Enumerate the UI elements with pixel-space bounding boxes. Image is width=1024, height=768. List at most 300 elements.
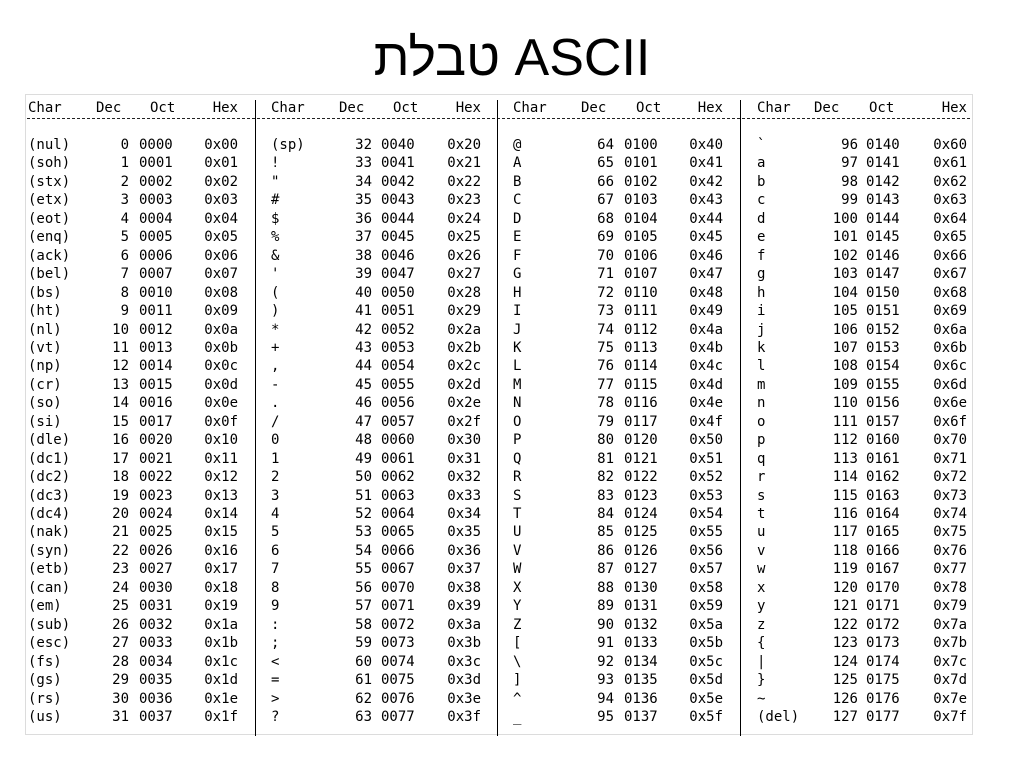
cell-dec: 76 (597, 358, 614, 375)
cell-hex: 0x19 (204, 598, 238, 615)
cell-oct: 0023 (139, 487, 173, 504)
cell-hex: 0x2d (447, 376, 481, 393)
cell-char: @ (513, 137, 522, 153)
cell-hex: 0x29 (447, 303, 481, 320)
cell-hex: 0x3d (447, 672, 481, 689)
cell-oct: 0013 (139, 339, 173, 356)
cell-dec: 83 (597, 487, 614, 504)
cell-hex: 0x4e (689, 395, 723, 412)
cell-dec: 115 (832, 487, 858, 504)
cell-dec: 39 (355, 266, 372, 283)
cell-oct: 0051 (381, 303, 415, 320)
cell-dec: 69 (597, 229, 614, 246)
cell-oct: 0060 (381, 432, 415, 449)
cell-oct: 0006 (139, 247, 173, 264)
cell-char: c (757, 192, 766, 209)
cell-hex: 0x79 (933, 598, 967, 615)
cell-dec: 91 (597, 635, 614, 652)
cell-oct: 0152 (866, 321, 900, 338)
cell-hex: 0x6c (933, 358, 967, 375)
cell-dec: 107 (832, 339, 858, 356)
cell-hex: 0x18 (204, 579, 238, 596)
column-separator (255, 100, 256, 736)
cell-char: ; (271, 635, 280, 652)
cell-oct: 0120 (624, 432, 658, 449)
cell-hex: 0x0b (204, 339, 238, 356)
cell-oct: 0126 (624, 542, 658, 559)
cell-dec: 43 (355, 339, 372, 356)
cell-hex: 0x57 (689, 561, 723, 578)
cell-char: (si) (28, 413, 62, 430)
header-hex: Hex (697, 100, 723, 116)
cell-hex: 0x38 (447, 579, 481, 596)
cell-char: / (271, 413, 280, 430)
cell-hex: 0x6b (933, 339, 967, 356)
cell-dec: 110 (832, 395, 858, 412)
cell-hex: 0x23 (447, 192, 481, 209)
cell-char: (del) (757, 708, 800, 725)
cell-char: (sub) (28, 616, 71, 633)
cell-dec: 101 (832, 229, 858, 246)
cell-oct: 0171 (866, 598, 900, 615)
cell-dec: 75 (597, 339, 614, 356)
cell-hex: 0x4a (689, 321, 723, 338)
cell-oct: 0121 (624, 450, 658, 467)
cell-dec: 4 (120, 210, 129, 227)
cell-hex: 0x33 (447, 487, 481, 504)
cell-oct: 0146 (866, 247, 900, 264)
cell-oct: 0021 (139, 450, 173, 467)
cell-char: ( (271, 284, 280, 301)
cell-oct: 0073 (381, 635, 415, 652)
cell-dec: 93 (597, 672, 614, 689)
cell-hex: 0x32 (447, 469, 481, 486)
cell-hex: 0x15 (204, 524, 238, 541)
header-hex: Hex (941, 100, 967, 116)
cell-oct: 0066 (381, 542, 415, 559)
cell-char: A (513, 155, 522, 172)
cell-hex: 0x44 (689, 210, 723, 227)
cell-hex: 0x3f (447, 708, 481, 725)
cell-oct: 0162 (866, 469, 900, 486)
cell-char: (dc4) (28, 506, 71, 522)
cell-char: X (513, 579, 522, 596)
cell-char: F (513, 247, 522, 264)
cell-char: (dc2) (28, 469, 71, 486)
cell-hex: 0x39 (447, 598, 481, 615)
cell-hex: 0x01 (204, 155, 238, 172)
cell-char: & (271, 247, 280, 264)
cell-hex: 0x47 (689, 266, 723, 283)
cell-oct: 0025 (139, 524, 173, 541)
cell-oct: 0123 (624, 487, 658, 504)
cell-oct: 0030 (139, 579, 173, 596)
cell-hex: 0x1a (204, 616, 238, 633)
cell-hex: 0x40 (689, 137, 723, 153)
cell-oct: 0044 (381, 210, 415, 227)
cell-oct: 0174 (866, 653, 900, 670)
cell-dec: 32 (355, 137, 372, 153)
cell-char: O (513, 413, 522, 430)
cell-char: 4 (271, 506, 280, 522)
cell-dec: 95 (597, 708, 614, 725)
slide-title: טבלת ASCII (373, 29, 651, 87)
cell-dec: 41 (355, 303, 372, 320)
cell-hex: 0x1d (204, 672, 238, 689)
cell-char: (nul) (28, 137, 71, 153)
cell-dec: 34 (355, 173, 372, 190)
cell-hex: 0x13 (204, 487, 238, 504)
cell-dec: 72 (597, 284, 614, 301)
cell-oct: 0135 (624, 672, 658, 689)
cell-oct: 0005 (139, 229, 173, 246)
cell-oct: 0050 (381, 284, 415, 301)
cell-hex: 0x53 (689, 487, 723, 504)
cell-char: G (513, 266, 522, 283)
cell-char: (dc1) (28, 450, 71, 467)
cell-oct: 0065 (381, 524, 415, 541)
cell-hex: 0x63 (933, 192, 967, 209)
cell-dec: 106 (832, 321, 858, 338)
cell-hex: 0x67 (933, 266, 967, 283)
cell-hex: 0x5b (689, 635, 723, 652)
cell-char: | (757, 653, 766, 670)
cell-oct: 0042 (381, 173, 415, 190)
cell-hex: 0x7e (933, 690, 967, 707)
cell-dec: 63 (355, 708, 372, 725)
cell-oct: 0046 (381, 247, 415, 264)
cell-char: + (271, 339, 280, 356)
cell-oct: 0133 (624, 635, 658, 652)
cell-char: o (757, 413, 766, 430)
cell-dec: 18 (112, 469, 129, 486)
cell-hex: 0x5d (689, 672, 723, 689)
cell-dec: 22 (112, 542, 129, 559)
cell-char: 1 (271, 450, 280, 467)
cell-hex: 0x34 (447, 506, 481, 522)
cell-oct: 0001 (139, 155, 173, 172)
cell-dec: 1 (120, 155, 129, 172)
cell-oct: 0014 (139, 358, 173, 375)
cell-hex: 0x10 (204, 432, 238, 449)
cell-oct: 0067 (381, 561, 415, 578)
cell-hex: 0x09 (204, 303, 238, 320)
cell-char: u (757, 524, 766, 541)
cell-dec: 124 (832, 653, 858, 670)
header-hex: Hex (212, 100, 238, 116)
cell-char: (eot) (28, 210, 71, 227)
cell-hex: 0x71 (933, 450, 967, 467)
cell-oct: 0110 (624, 284, 658, 301)
cell-char: 5 (271, 524, 280, 541)
cell-dec: 94 (597, 690, 614, 707)
cell-hex: 0x55 (689, 524, 723, 541)
cell-hex: 0x56 (689, 542, 723, 559)
cell-char: 6 (271, 542, 280, 559)
column-separator (497, 100, 498, 736)
header-hex: Hex (455, 100, 481, 116)
cell-hex: 0x74 (933, 506, 967, 522)
cell-char: T (513, 506, 522, 522)
cell-dec: 79 (597, 413, 614, 430)
cell-oct: 0117 (624, 413, 658, 430)
header-dec: Dec (581, 100, 607, 116)
cell-char: \ (513, 653, 522, 670)
cell-char: " (271, 173, 280, 190)
cell-dec: 47 (355, 413, 372, 430)
cell-char: v (757, 542, 766, 559)
cell-hex: 0x69 (933, 303, 967, 320)
cell-oct: 0166 (866, 542, 900, 559)
cell-oct: 0131 (624, 598, 658, 615)
cell-char: n (757, 395, 766, 412)
cell-char: (ht) (28, 303, 62, 320)
cell-dec: 82 (597, 469, 614, 486)
cell-char: % (271, 229, 280, 246)
cell-hex: 0x02 (204, 173, 238, 190)
cell-oct: 0100 (624, 137, 658, 153)
cell-hex: 0x3b (447, 635, 481, 652)
cell-char: (nl) (28, 321, 62, 338)
cell-char: ? (271, 708, 280, 725)
cell-oct: 0000 (139, 137, 173, 153)
cell-char: (us) (28, 708, 62, 725)
cell-oct: 0076 (381, 690, 415, 707)
cell-char: (bel) (28, 266, 71, 283)
cell-char: (fs) (28, 653, 62, 670)
cell-hex: 0x0e (204, 395, 238, 412)
cell-oct: 0111 (624, 303, 658, 320)
cell-oct: 0150 (866, 284, 900, 301)
cell-hex: 0x75 (933, 524, 967, 541)
cell-char: N (513, 395, 522, 412)
cell-hex: 0x1c (204, 653, 238, 670)
cell-oct: 0072 (381, 616, 415, 633)
cell-oct: 0027 (139, 561, 173, 578)
cell-oct: 0056 (381, 395, 415, 412)
cell-char: 3 (271, 487, 280, 504)
cell-dec: 99 (841, 192, 858, 209)
cell-dec: 73 (597, 303, 614, 320)
cell-hex: 0x49 (689, 303, 723, 320)
cell-char: Z (513, 616, 522, 633)
cell-oct: 0141 (866, 155, 900, 172)
cell-char: U (513, 524, 522, 541)
cell-oct: 0017 (139, 413, 173, 430)
cell-dec: 70 (597, 247, 614, 264)
cell-char: (cr) (28, 376, 62, 393)
cell-oct: 0036 (139, 690, 173, 707)
cell-char: s (757, 487, 766, 504)
cell-hex: 0x41 (689, 155, 723, 172)
cell-char: H (513, 284, 522, 301)
cell-dec: 10 (112, 321, 129, 338)
cell-oct: 0140 (866, 137, 900, 153)
cell-char: w (757, 561, 766, 578)
cell-dec: 16 (112, 432, 129, 449)
cell-oct: 0157 (866, 413, 900, 430)
cell-hex: 0x66 (933, 247, 967, 264)
cell-dec: 26 (112, 616, 129, 633)
cell-hex: 0x62 (933, 173, 967, 190)
cell-char: D (513, 210, 522, 227)
header-oct: Oct (150, 100, 176, 116)
cell-dec: 12 (112, 358, 129, 375)
cell-oct: 0103 (624, 192, 658, 209)
cell-oct: 0175 (866, 672, 900, 689)
cell-hex: 0x30 (447, 432, 481, 449)
column-separator (740, 100, 741, 736)
cell-char: (soh) (28, 155, 71, 172)
cell-hex: 0x12 (204, 469, 238, 486)
cell-oct: 0063 (381, 487, 415, 504)
cell-hex: 0x7f (933, 708, 967, 725)
cell-dec: 90 (597, 616, 614, 633)
cell-hex: 0x00 (204, 137, 238, 153)
cell-char: a (757, 155, 766, 172)
cell-hex: 0x51 (689, 450, 723, 467)
cell-hex: 0x11 (204, 450, 238, 467)
cell-hex: 0x26 (447, 247, 481, 264)
cell-dec: 117 (832, 524, 858, 541)
cell-oct: 0032 (139, 616, 173, 633)
cell-dec: 89 (597, 598, 614, 615)
cell-dec: 65 (597, 155, 614, 172)
cell-oct: 0130 (624, 579, 658, 596)
cell-hex: 0x36 (447, 542, 481, 559)
cell-dec: 102 (832, 247, 858, 264)
cell-hex: 0x31 (447, 450, 481, 467)
header-oct: Oct (869, 100, 895, 116)
cell-dec: 60 (355, 653, 372, 670)
cell-dec: 113 (832, 450, 858, 467)
cell-dec: 54 (355, 542, 372, 559)
cell-dec: 53 (355, 524, 372, 541)
cell-char: t (757, 506, 766, 522)
cell-char: , (271, 358, 280, 375)
cell-char: (etx) (28, 192, 71, 209)
cell-dec: 67 (597, 192, 614, 209)
cell-char: 2 (271, 469, 280, 486)
cell-dec: 64 (597, 137, 614, 153)
cell-hex: 0x0f (204, 413, 238, 430)
cell-char: R (513, 469, 522, 486)
cell-dec: 127 (832, 708, 858, 725)
cell-oct: 0105 (624, 229, 658, 246)
cell-char: (em) (28, 598, 62, 615)
cell-hex: 0x24 (447, 210, 481, 227)
cell-char: ] (513, 672, 522, 689)
cell-oct: 0114 (624, 358, 658, 375)
cell-hex: 0x60 (933, 137, 967, 153)
cell-oct: 0156 (866, 395, 900, 412)
cell-dec: 88 (597, 579, 614, 596)
cell-dec: 104 (832, 284, 858, 301)
cell-char: (nak) (28, 524, 71, 541)
cell-dec: 24 (112, 579, 129, 596)
cell-dec: 0 (120, 137, 129, 153)
cell-hex: 0x7c (933, 653, 967, 670)
cell-dec: 68 (597, 210, 614, 227)
cell-dec: 28 (112, 653, 129, 670)
cell-dec: 8 (120, 284, 129, 301)
header-char: Char (513, 100, 547, 116)
cell-oct: 0053 (381, 339, 415, 356)
cell-char: # (271, 192, 280, 209)
cell-hex: 0x0a (204, 321, 238, 338)
cell-oct: 0040 (381, 137, 415, 153)
cell-char: (rs) (28, 690, 62, 707)
cell-hex: 0x4d (689, 376, 723, 393)
cell-dec: 97 (841, 155, 858, 172)
cell-oct: 0047 (381, 266, 415, 283)
header-char: Char (757, 100, 791, 116)
cell-char: Y (513, 598, 522, 615)
cell-oct: 0020 (139, 432, 173, 449)
cell-char: M (513, 376, 522, 393)
cell-char: x (757, 579, 766, 596)
cell-char: e (757, 229, 766, 246)
cell-oct: 0127 (624, 561, 658, 578)
cell-char: J (513, 321, 522, 338)
cell-oct: 0155 (866, 376, 900, 393)
cell-hex: 0x70 (933, 432, 967, 449)
cell-hex: 0x6a (933, 321, 967, 338)
cell-oct: 0007 (139, 266, 173, 283)
cell-hex: 0x04 (204, 210, 238, 227)
cell-oct: 0010 (139, 284, 173, 301)
cell-hex: 0x3a (447, 616, 481, 633)
cell-dec: 96 (841, 137, 858, 153)
cell-oct: 0070 (381, 579, 415, 596)
cell-oct: 0057 (381, 413, 415, 430)
cell-char: (vt) (28, 339, 62, 356)
cell-oct: 0061 (381, 450, 415, 467)
cell-dec: 11 (112, 339, 129, 356)
cell-hex: 0x42 (689, 173, 723, 190)
cell-oct: 0054 (381, 358, 415, 375)
cell-oct: 0151 (866, 303, 900, 320)
cell-dec: 3 (120, 192, 129, 209)
cell-dec: 122 (832, 616, 858, 633)
cell-oct: 0115 (624, 376, 658, 393)
cell-dec: 38 (355, 247, 372, 264)
cell-hex: 0x08 (204, 284, 238, 301)
cell-dec: 5 (120, 229, 129, 246)
cell-oct: 0074 (381, 653, 415, 670)
cell-char: k (757, 339, 766, 356)
cell-hex: 0x7b (933, 635, 967, 652)
cell-dec: 45 (355, 376, 372, 393)
cell-dec: 85 (597, 524, 614, 541)
cell-char: ^ (513, 690, 522, 707)
cell-oct: 0102 (624, 173, 658, 190)
cell-dec: 31 (112, 708, 129, 725)
cell-oct: 0122 (624, 469, 658, 486)
cell-dec: 58 (355, 616, 372, 633)
cell-char: (etb) (28, 561, 71, 578)
cell-hex: 0x6d (933, 376, 967, 393)
cell-char: (so) (28, 395, 62, 412)
cell-oct: 0024 (139, 506, 173, 522)
cell-char: (can) (28, 579, 71, 596)
cell-char: (dc3) (28, 487, 71, 504)
cell-char: B (513, 173, 522, 190)
cell-dec: 48 (355, 432, 372, 449)
cell-oct: 0165 (866, 524, 900, 541)
cell-hex: 0x14 (204, 506, 238, 522)
cell-char: ~ (757, 690, 766, 707)
